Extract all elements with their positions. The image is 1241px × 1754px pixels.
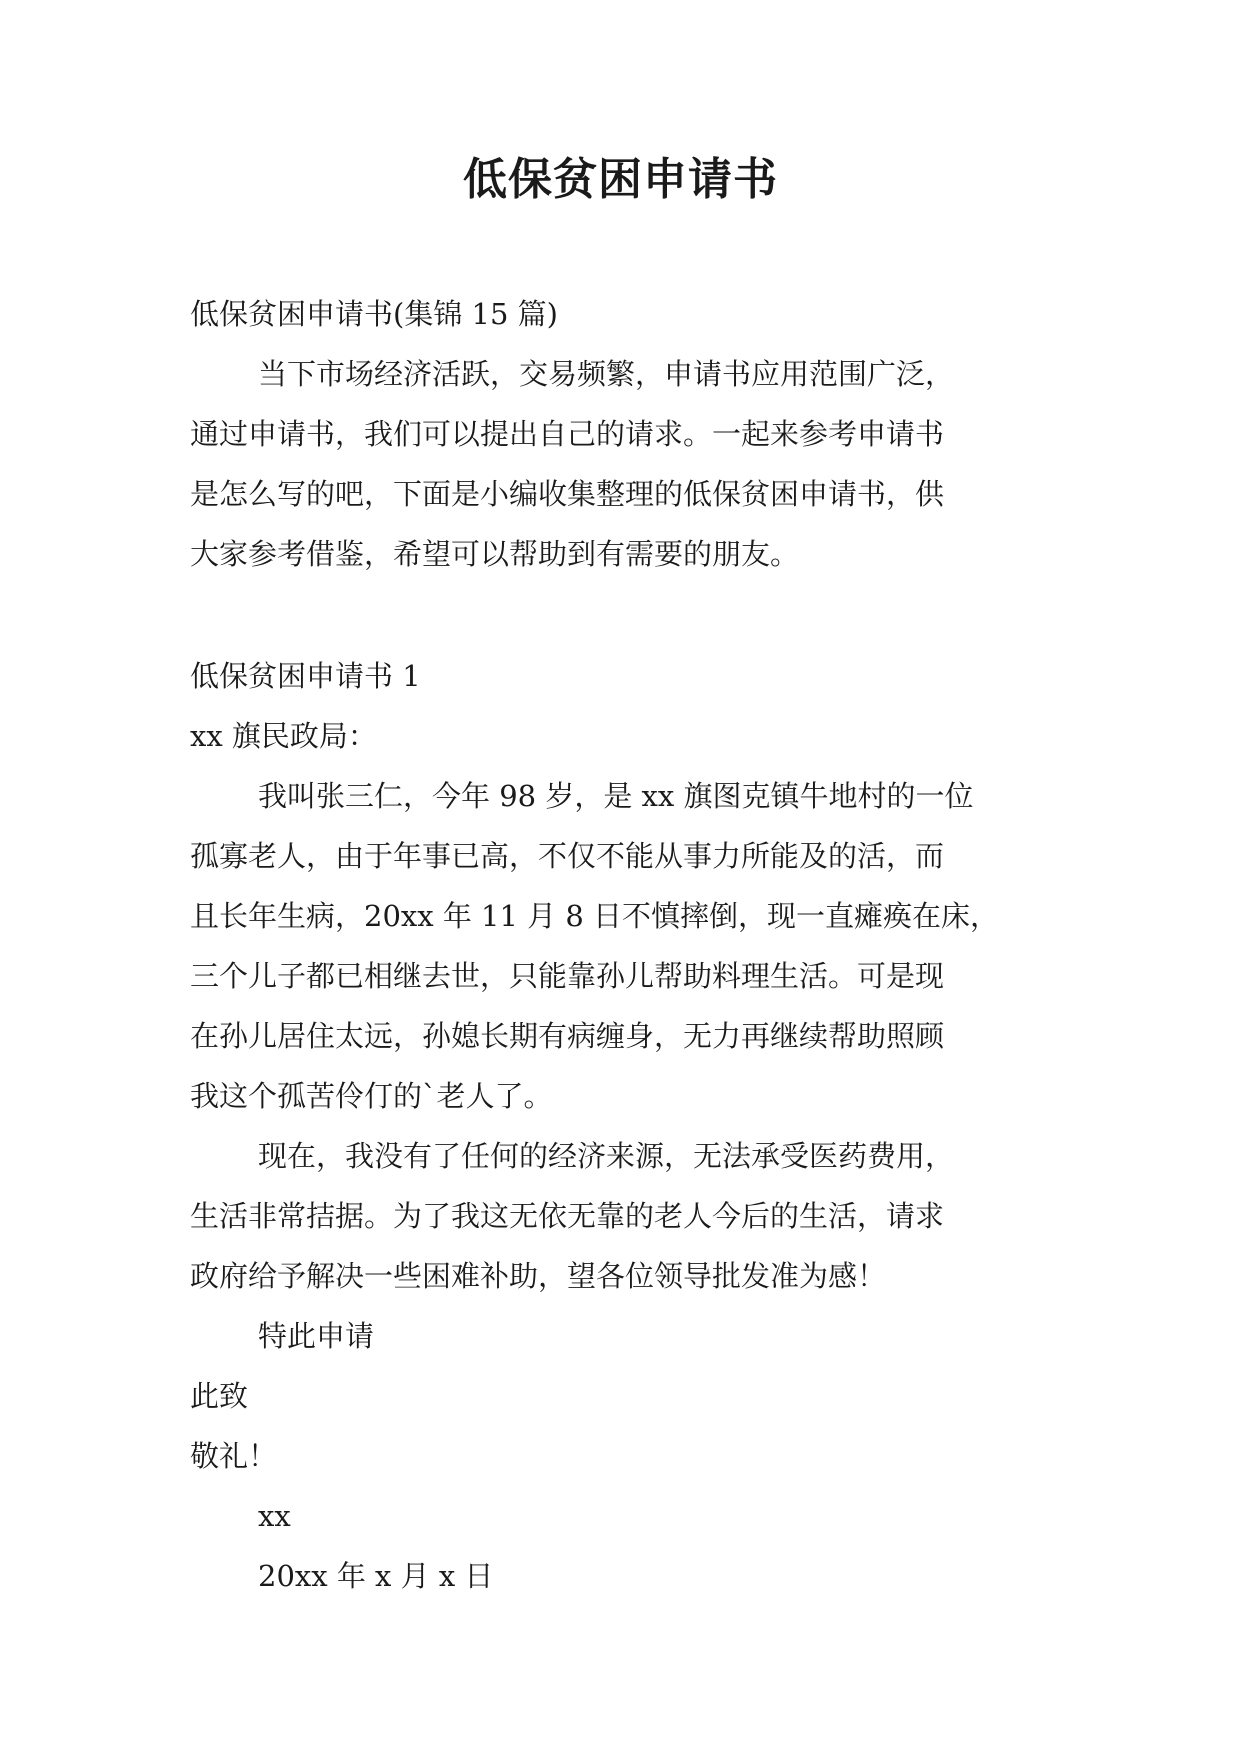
letter-line: 生活非常拮据。为了我这无依无靠的老人今后的生活，请求 [190,1199,945,1233]
letter-salutation: xx 旗民政局： [190,719,377,753]
letter-line: 且长年生病，20xx 年 11 月 8 日不慎摔倒，现一直瘫痪在床， [190,899,1000,933]
closing-line-1: 此致 [190,1379,249,1413]
letter-line: 现在，我没有了任何的经济来源，无法承受医药费用， [258,1139,955,1173]
letter-line: 我这个孤苦伶仃的`老人了。 [190,1079,553,1113]
letter-line: 在孙儿居住太远，孙媳长期有病缠身，无力再继续帮助照顾 [190,1019,945,1053]
letter-heading: 低保贫困申请书 1 [190,659,421,693]
intro-line: 当下市场经济活跃，交易频繁，申请书应用范围广泛， [258,357,955,391]
closing-line-2: 敬礼！ [190,1439,278,1473]
letter-line: 三个儿子都已相继去世，只能靠孙儿帮助料理生活。可是现 [190,959,945,993]
intro-line: 通过申请书，我们可以提出自己的请求。一起来参考申请书 [190,417,945,451]
letter-line: 我叫张三仁，今年 98 岁，是 xx 旗图克镇牛地村的一位 [258,779,974,813]
letter-date: 20xx 年 x 月 x 日 [258,1559,494,1593]
section-spacer [190,584,1060,646]
letter-line: 政府给予解决一些困难补助，望各位领导批发准为感！ [190,1259,887,1293]
letter-paragraph-1 [190,766,1060,1126]
intro-paragraph [190,344,1060,584]
letter-line: 孤寡老人，由于年事已高，不仅不能从事力所能及的活，而 [190,839,945,873]
document-body [190,284,1060,1606]
intro-heading: 低保贫困申请书(集锦 15 篇) [190,297,558,331]
signer-name: xx [258,1499,291,1533]
intro-line: 大家参考借鉴，希望可以帮助到有需要的朋友。 [190,537,800,571]
intro-line: 是怎么写的吧，下面是小编收集整理的低保贫困申请书，供 [190,477,945,511]
document-title: 低保贫困申请书 [463,154,778,205]
letter-paragraph-2 [190,1126,1060,1306]
closing-request: 特此申请 [258,1319,375,1353]
